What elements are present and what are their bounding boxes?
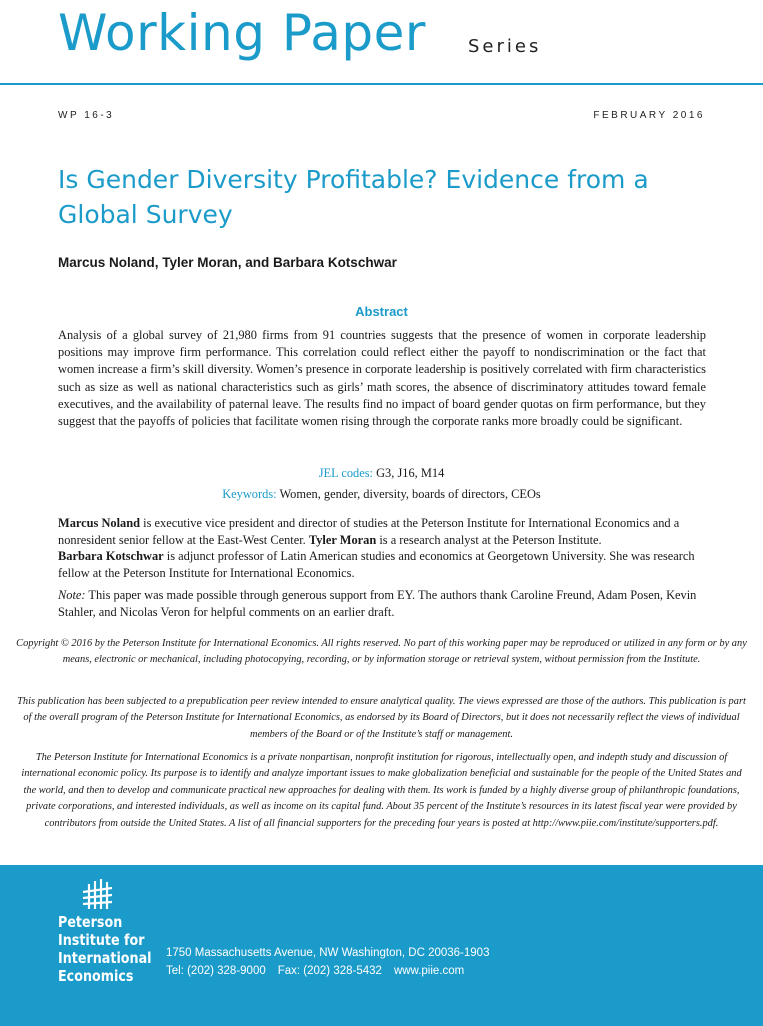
series-title: Working Paper [58, 4, 426, 62]
header-rule [0, 83, 763, 85]
abstract-heading: Abstract [355, 304, 408, 319]
publication-date: FEBRUARY 2016 [593, 110, 705, 121]
paper-authors: Marcus Noland, Tyler Moran, and Barbara Kotschwar [58, 255, 397, 270]
footer-fax: Fax: (202) 328-5432 [277, 965, 382, 977]
logo-line-4: Economics [58, 967, 134, 985]
footer-tel: Tel: (202) 328-9000 [166, 965, 266, 977]
building-columns-icon [80, 878, 114, 910]
bio-name-noland: Marcus Noland [58, 516, 141, 530]
institute-description: The Peterson Institute for International Economics is a private nonpartisan, nonprofit institution for rigorous, intellectually open, and indepth study and discussion of international economic policy. Its purpose is to identify and analyze important issues to make globalization beneficial and sustainable for the people of the United States and the world, and then to develop and communicate practical new approaches for dealing with them. Its work is funded by a highly diverse group of philanthropic foundations, private corporations, and interested individuals, as well as income on its capital fund. About 35 percent of the Institute’s resources in its latest fiscal year were provided by contributors from outside the United States. A list of all financial supporters for the preceding four years is posted at http://www.piie.com/institute/supporters.pdf. [21, 752, 742, 829]
jel-codes [0, 466, 763, 481]
bio-text-moran: is a research analyst at the Peterson Institute. [379, 532, 602, 547]
bio-name-kotschwar: Barbara Kotschwar [58, 549, 164, 563]
series-subtitle: Series [468, 36, 542, 57]
note-label: Note: [58, 588, 86, 602]
keywords [0, 487, 763, 502]
footer-website-link[interactable]: www.piie.com [393, 965, 465, 977]
note-text: This paper was made possible through generous support from EY. The authors thank Caroline Freund, Adam Posen, Kevin Stahler, and Nicolas Veron for helpful comments on an earlier draft. [58, 588, 697, 619]
footer-contact [166, 944, 489, 980]
keywords-label: Keywords: [222, 487, 277, 501]
keywords-value: Women, gender, diversity, boards of directors, CEOs [279, 487, 541, 501]
working-paper-number: WP 16-3 [58, 110, 115, 121]
peer-review-notice: This publication has been subjected to a prepublication peer review intended to ensure analytical quality. The views expressed are those of the authors. This publication is part of the overall program of the Peterson Institute for International Economics, as endorsed by its Board of Directors, but it does not necessarily reflect the views of individual members of the Board or of the Institute’s staff or management. [17, 696, 746, 740]
acknowledgement-note [58, 587, 708, 620]
logo-line-3: International [58, 949, 152, 967]
institute-logo-text [58, 913, 152, 985]
logo-line-2: Institute for [58, 931, 145, 949]
jel-codes-label: JEL codes: [318, 466, 373, 480]
abstract-text: Analysis of a global survey of 21,980 firms from 91 countries suggests that the presence of women in corporate leadership positions may improve firm performance. This correlation could reflect either the payoff to nondiscrimination or the fact that women increase a firm’s skill diversity. Women’s presence in corporate leadership is positively correlated with firm characteristics such as size as well as national characteristics such as girls’ math scores, the absence of discriminatory attitudes toward female executives, and the availability of paternal leave. The results find no impact of board gender quotas on firm performance, but they suggest that the payoffs of policies that facilitate women rising through the corporate ranks more broadly could be significant. [58, 328, 706, 429]
author-bios [58, 515, 718, 581]
paper-title: Is Gender Diversity Profitable? Evidence from a Global Survey [58, 165, 649, 229]
bio-text-kotschwar: is adjunct professor of Latin American studies and economics at Georgetown University. She was research fellow at the Peterson Institute for International Economics. [58, 549, 695, 580]
bio-text-noland: is executive vice president and director of studies at the Peterson Institute for International Economics and a nonresident senior fellow at the East-West Center. [58, 516, 680, 547]
footer-phones [166, 962, 489, 980]
copyright-notice: Copyright © 2016 by the Peterson Institute for International Economics. All rights reserved. No part of this working paper may be reproduced or utilized in any form or by any means, electronic or mechanical, including photocopying, recording, or by information storage or retrieval system, without permission from the Institute. [16, 638, 747, 666]
jel-codes-value: G3, J16, M14 [376, 466, 445, 480]
bio-name-moran: Tyler Moran [308, 532, 377, 547]
footer-address: 1750 Massachusetts Avenue, NW Washington, DC 20036-1903 [166, 947, 490, 959]
logo-line-1: Peterson [58, 913, 123, 931]
